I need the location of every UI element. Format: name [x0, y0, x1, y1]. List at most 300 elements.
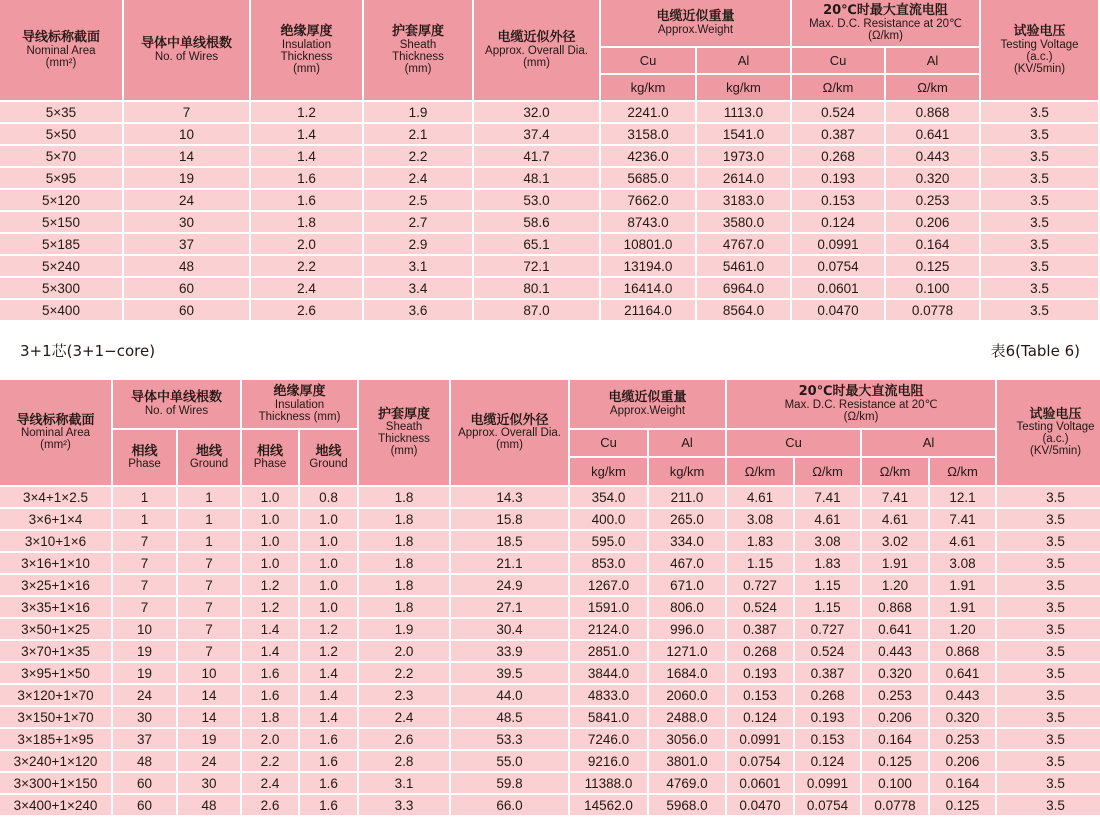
table-cell: 14562.0 [570, 795, 647, 815]
header-unit-ohmkm: Ω/km [795, 458, 860, 485]
header-max-dc-resistance [727, 380, 995, 428]
table-cell: 3×300+1×150 [0, 773, 111, 793]
table-cell: 0.0754 [795, 795, 860, 815]
table-cell: 2.6 [251, 300, 362, 320]
table-cell: 1 [178, 487, 240, 507]
header-unit: (mm) [293, 62, 320, 75]
table-cell: 44.0 [451, 685, 568, 705]
table-cell: 3801.0 [649, 751, 725, 771]
spec-table-3plus1-core [0, 378, 1100, 817]
table-cell: 0.0470 [727, 795, 793, 815]
header-unit-ohmkm: Ω/km [886, 75, 979, 100]
table-cell: 0.125 [862, 751, 928, 771]
table-cell: 1.0 [300, 597, 357, 617]
table-cell: 1.8 [359, 531, 449, 551]
header-unit: (KV/5min) [1013, 62, 1066, 75]
table-cell: 3.5 [997, 729, 1100, 749]
table-cell: 1.8 [359, 575, 449, 595]
table-row [0, 234, 1098, 254]
table-cell: 3.5 [997, 641, 1100, 661]
table-cell: 3.6 [364, 300, 472, 320]
table-cell: 3×35+1×16 [0, 597, 111, 617]
table-cell: 334.0 [649, 531, 725, 551]
table-row [0, 300, 1098, 320]
table-cell: 0.320 [886, 168, 979, 188]
header-en: Nominal Area [26, 44, 96, 57]
header-insulation-thickness [242, 380, 357, 428]
table-cell: 3.5 [997, 707, 1100, 727]
table-cell: 0.253 [886, 190, 979, 210]
header-en: Thickness [392, 50, 444, 63]
table-cell: 0.0991 [727, 729, 793, 749]
table-cell: 0.0778 [886, 300, 979, 320]
table-cell: 32.0 [474, 102, 599, 122]
table-cell: 1 [113, 487, 176, 507]
table-cell: 0.524 [727, 597, 793, 617]
table-cell: 3844.0 [570, 663, 647, 683]
table-cell: 4.61 [862, 509, 928, 529]
header-no-of-wires [113, 380, 240, 428]
header-unit: (mm²) [40, 439, 71, 452]
table-body [0, 102, 1098, 320]
table-cell: 1684.0 [649, 663, 725, 683]
table-cell: 80.1 [474, 278, 599, 298]
table-cell: 6964.0 [697, 278, 790, 298]
table-cell: 0.206 [862, 707, 928, 727]
table-cell: 0.387 [792, 124, 884, 144]
table-cell: 33.9 [451, 641, 568, 661]
table-cell: 3.08 [727, 509, 793, 529]
table-cell: 7662.0 [601, 190, 695, 210]
table-cell: 8564.0 [697, 300, 790, 320]
table-cell: 5×120 [0, 190, 122, 210]
table-cell: 1541.0 [697, 124, 790, 144]
header-unit: (mm) [390, 445, 418, 458]
table-cell: 3183.0 [697, 190, 790, 210]
table-cell: 0.206 [886, 212, 979, 232]
header-unit-ohmkm: Ω/km [727, 458, 793, 485]
table-cell: 1113.0 [697, 102, 790, 122]
table-cell: 4769.0 [649, 773, 725, 793]
table-cell: 14 [124, 146, 249, 166]
table-cell: 3×240+1×120 [0, 751, 111, 771]
table-row [0, 487, 1100, 507]
table-cell: 1.15 [795, 597, 860, 617]
table-cell: 30 [113, 707, 176, 727]
table-cell: 3×16+1×10 [0, 553, 111, 573]
header-cn: 导线标称截面 [21, 30, 100, 46]
header-cn: 相线 [131, 443, 158, 459]
table-cell: 2614.0 [697, 168, 790, 188]
header-en: Insulation [274, 398, 325, 411]
table-cell: 1.15 [727, 553, 793, 573]
table-cell: 853.0 [570, 553, 647, 573]
header-no-of-wires [124, 0, 249, 100]
table-cell: 1.6 [300, 773, 357, 793]
table-row [0, 278, 1098, 298]
table-row [0, 146, 1098, 166]
header-en: (a.c.) [1026, 50, 1053, 63]
table-cell: 3.5 [997, 685, 1100, 705]
header-unit: (KV/5min) [1029, 445, 1082, 458]
header-overall-dia [451, 380, 568, 485]
table-cell: 58.6 [474, 212, 599, 232]
table-cell: 1267.0 [570, 575, 647, 595]
header-ins-ground [300, 430, 357, 485]
table-cell: 0.387 [727, 619, 793, 639]
table-cell: 2.3 [359, 685, 449, 705]
header-cn: 电缆近似重量 [656, 9, 735, 25]
table-cell: 996.0 [649, 619, 725, 639]
header-weight-cu: Cu [570, 430, 647, 456]
header-en: Ground [189, 458, 229, 471]
table-row [0, 102, 1098, 122]
table-cell: 0.524 [795, 641, 860, 661]
table-cell: 3.02 [862, 531, 928, 551]
table-cell: 1.0 [242, 487, 298, 507]
table-row [0, 553, 1100, 573]
table-cell: 1973.0 [697, 146, 790, 166]
table-row [0, 751, 1100, 771]
table-cell: 0.868 [862, 597, 928, 617]
table-cell: 15.8 [451, 509, 568, 529]
table-cell: 3×400+1×240 [0, 795, 111, 815]
table-cell: 0.164 [930, 773, 995, 793]
table-cell: 24 [178, 751, 240, 771]
table-cell: 5×95 [0, 168, 122, 188]
header-cn: 导体中单线根数 [140, 36, 232, 52]
table-cell: 2.9 [364, 234, 472, 254]
table-cell: 4.61 [727, 487, 793, 507]
table-cell: 0.0778 [862, 795, 928, 815]
table-cell: 2.1 [364, 124, 472, 144]
table-cell: 3.5 [981, 234, 1098, 254]
table-cell: 0.124 [727, 707, 793, 727]
header-en: Thickness [378, 433, 430, 446]
header-cn: 试验电压 [1029, 406, 1082, 422]
table-cell: 0.443 [862, 641, 928, 661]
table-cell: 0.8 [300, 487, 357, 507]
table-cell: 7.41 [862, 487, 928, 507]
table-cell: 0.125 [886, 256, 979, 276]
table-cell: 7 [113, 597, 176, 617]
table-cell: 3.1 [364, 256, 472, 276]
table-cell: 2.4 [359, 707, 449, 727]
header-res-al: Al [862, 430, 995, 456]
table-cell: 1.91 [930, 597, 995, 617]
table-cell: 21164.0 [601, 300, 695, 320]
table-row [0, 707, 1100, 727]
table-cell: 1.0 [242, 531, 298, 551]
table-cell: 1.2 [300, 641, 357, 661]
table-cell: 1.6 [242, 685, 298, 705]
table-cell: 4.61 [795, 509, 860, 529]
header-en: Max. D.C. Resistance at 20℃ [784, 398, 938, 411]
table-cell: 19 [178, 729, 240, 749]
table-cell: 27.1 [451, 597, 568, 617]
table-cell: 1.4 [300, 685, 357, 705]
header-ins-phase [242, 430, 298, 485]
table-cell: 3.5 [997, 575, 1100, 595]
table-cell: 2.4 [242, 773, 298, 793]
table-cell: 2124.0 [570, 619, 647, 639]
table-cell: 5×70 [0, 146, 122, 166]
header-res-cu: Cu [792, 48, 884, 73]
table-cell: 7 [178, 619, 240, 639]
table-cell: 11388.0 [570, 773, 647, 793]
table-cell: 2.2 [364, 146, 472, 166]
table-cell: 1 [113, 509, 176, 529]
table-cell: 0.0601 [727, 773, 793, 793]
table-cell: 19 [124, 168, 249, 188]
table-cell: 48.1 [474, 168, 599, 188]
table-cell: 2.4 [251, 278, 362, 298]
table-cell: 0.153 [795, 729, 860, 749]
header-unit-kgkm: kg/km [697, 75, 790, 100]
table-cell: 1.0 [242, 553, 298, 573]
table-cell: 3×120+1×70 [0, 685, 111, 705]
header-en: Approx. Overall Dia. [458, 427, 561, 440]
table-row [0, 597, 1100, 617]
header-unit-ohmkm: Ω/km [930, 458, 995, 485]
table-cell: 3.5 [981, 146, 1098, 166]
table-cell: 1.8 [359, 487, 449, 507]
table-cell: 1.15 [795, 575, 860, 595]
table-cell: 2.2 [242, 751, 298, 771]
header-en: Testing Voltage [1000, 38, 1079, 51]
table-cell: 3.5 [997, 597, 1100, 617]
table-cell: 4236.0 [601, 146, 695, 166]
table-cell: 1.83 [727, 531, 793, 551]
table-cell: 14 [178, 707, 240, 727]
table-cell: 2.0 [359, 641, 449, 661]
header-cn: 护套厚度 [391, 24, 444, 40]
header-unit: (Ω/km) [868, 29, 903, 42]
table-cell: 1.0 [300, 553, 357, 573]
table-cell: 7.41 [795, 487, 860, 507]
table-cell: 7 [124, 102, 249, 122]
table-cell: 3.5 [997, 773, 1100, 793]
table-cell: 1.6 [300, 729, 357, 749]
table-cell: 5461.0 [697, 256, 790, 276]
header-en: Testing Voltage [1016, 421, 1095, 434]
header-weight-al: Al [649, 430, 725, 456]
table-cell: 0.868 [886, 102, 979, 122]
table-cell: 3.5 [997, 751, 1100, 771]
header-cn: 20℃时最大直流电阻 [823, 3, 948, 19]
table-row [0, 795, 1100, 815]
table-cell: 7 [178, 641, 240, 661]
table-cell: 0.153 [792, 190, 884, 210]
header-weight-cu: Cu [601, 48, 695, 73]
table-row [0, 641, 1100, 661]
header-unit-kgkm: kg/km [601, 75, 695, 100]
table-cell: 66.0 [451, 795, 568, 815]
table-cell: 14.3 [451, 487, 568, 507]
header-en: (a.c.) [1042, 433, 1069, 446]
table-cell: 2.2 [359, 663, 449, 683]
table-cell: 16414.0 [601, 278, 695, 298]
table-cell: 24 [113, 685, 176, 705]
table-cell: 10 [113, 619, 176, 639]
table-cell: 1 [178, 531, 240, 551]
header-unit: (Ω/km) [843, 410, 879, 423]
header-en: Insulation [281, 38, 332, 51]
table-cell: 3.5 [997, 619, 1100, 639]
header-unit: (mm) [523, 56, 550, 69]
table-cell: 3.5 [997, 487, 1100, 507]
header-cn: 试验电压 [1013, 24, 1066, 40]
header-sheath-thickness [364, 0, 472, 100]
table-cell: 1.83 [795, 553, 860, 573]
table-cell: 2.0 [242, 729, 298, 749]
table-cell: 0.268 [727, 641, 793, 661]
table-cell: 7246.0 [570, 729, 647, 749]
table-cell: 59.8 [451, 773, 568, 793]
table-cell: 3×25+1×16 [0, 575, 111, 595]
table-cell: 2488.0 [649, 707, 725, 727]
table-cell: 48.5 [451, 707, 568, 727]
table-cell: 3×95+1×50 [0, 663, 111, 683]
table-cell: 2.6 [359, 729, 449, 749]
header-insulation-thickness [251, 0, 362, 100]
table-cell: 19 [113, 663, 176, 683]
table-cell: 3580.0 [697, 212, 790, 232]
table-row [0, 575, 1100, 595]
table-cell: 3.5 [981, 300, 1098, 320]
table-cell: 1.2 [242, 597, 298, 617]
header-res-cu: Cu [727, 430, 860, 456]
table-cell: 1.8 [359, 509, 449, 529]
table-cell: 0.100 [862, 773, 928, 793]
table-cell: 467.0 [649, 553, 725, 573]
table-cell: 1.20 [930, 619, 995, 639]
table-cell: 354.0 [570, 487, 647, 507]
table-cell: 1 [178, 509, 240, 529]
table-cell: 0.443 [886, 146, 979, 166]
table-cell: 3.5 [997, 509, 1100, 529]
header-approx-weight [570, 380, 725, 428]
table-cell: 0.0754 [727, 751, 793, 771]
table-cell: 3.5 [981, 190, 1098, 210]
table-cell: 3.08 [930, 553, 995, 573]
table-cell: 0.164 [862, 729, 928, 749]
header-approx-weight [601, 0, 790, 46]
table-cell: 1.6 [251, 190, 362, 210]
header-unit-ohmkm: Ω/km [862, 458, 928, 485]
table-cell: 7 [178, 597, 240, 617]
table-cell: 5×50 [0, 124, 122, 144]
header-en: Ground [309, 458, 348, 471]
table-cell: 1.91 [862, 553, 928, 573]
table-cell: 1.6 [242, 663, 298, 683]
table-cell: 65.1 [474, 234, 599, 254]
header-testing-voltage [997, 380, 1100, 485]
table-cell: 0.868 [930, 641, 995, 661]
table-row [0, 168, 1098, 188]
header-en: Phase [128, 458, 161, 471]
table-cell: 1.2 [251, 102, 362, 122]
table-cell: 7 [113, 553, 176, 573]
table-cell: 3.08 [795, 531, 860, 551]
table-cell: 3.1 [359, 773, 449, 793]
table-cell: 1.2 [242, 575, 298, 595]
table-cell: 3.5 [981, 256, 1098, 276]
header-en: Phase [253, 458, 287, 471]
table-cell: 1.6 [300, 795, 357, 815]
table-cell: 10 [124, 124, 249, 144]
table-row [0, 619, 1100, 639]
header-sheath-thickness [359, 380, 449, 485]
table-cell: 60 [124, 300, 249, 320]
table-cell: 0.193 [727, 663, 793, 683]
table-cell: 1.0 [300, 531, 357, 551]
table-cell: 1.8 [251, 212, 362, 232]
table-cell: 1.8 [359, 553, 449, 573]
table-cell: 13194.0 [601, 256, 695, 276]
table-cell: 0.164 [886, 234, 979, 254]
table-cell: 7 [178, 553, 240, 573]
table-row [0, 509, 1100, 529]
table-cell: 60 [113, 773, 176, 793]
table-cell: 1.4 [242, 619, 298, 639]
table-cell: 3×185+1×95 [0, 729, 111, 749]
table-cell: 0.727 [727, 575, 793, 595]
table-cell: 1.4 [251, 146, 362, 166]
table-row [0, 124, 1098, 144]
table-cell: 30.4 [451, 619, 568, 639]
header-en: Sheath [385, 421, 423, 434]
header-cn: 护套厚度 [378, 406, 431, 422]
header-unit-ohmkm: Ω/km [792, 75, 884, 100]
table-cell: 0.253 [862, 685, 928, 705]
table-cell: 7 [113, 575, 176, 595]
table-cell: 2.5 [364, 190, 472, 210]
table-cell: 3×70+1×35 [0, 641, 111, 661]
table-cell: 4767.0 [697, 234, 790, 254]
table-cell: 0.125 [930, 795, 995, 815]
table-cell: 4833.0 [570, 685, 647, 705]
table-cell: 2.2 [251, 256, 362, 276]
table-cell: 0.524 [792, 102, 884, 122]
header-cn: 导体中单线根数 [131, 390, 223, 406]
table-cell: 0.320 [862, 663, 928, 683]
table-cell: 0.100 [886, 278, 979, 298]
table-cell: 3.5 [981, 124, 1098, 144]
header-unit-kgkm: kg/km [570, 458, 647, 485]
header-en: Sheath [399, 38, 437, 51]
table-cell: 30 [178, 773, 240, 793]
table-cell: 48 [124, 256, 249, 276]
table-cell: 5×240 [0, 256, 122, 276]
header-testing-voltage [981, 0, 1098, 100]
table-cell: 7.41 [930, 509, 995, 529]
table-row [0, 190, 1098, 210]
header-en: Approx. Overall Dia. [485, 44, 588, 57]
table-cell: 211.0 [649, 487, 725, 507]
table-cell: 1.0 [300, 509, 357, 529]
header-res-al: Al [886, 48, 979, 73]
table-cell: 72.1 [474, 256, 599, 276]
table-cell: 2.0 [251, 234, 362, 254]
table-cell: 1.8 [359, 597, 449, 617]
table-cell: 1.0 [242, 509, 298, 529]
table-cell: 1.4 [300, 663, 357, 683]
table-cell: 0.206 [930, 751, 995, 771]
table-cell: 3056.0 [649, 729, 725, 749]
table-cell: 2.8 [359, 751, 449, 771]
table-cell: 3×4+1×2.5 [0, 487, 111, 507]
